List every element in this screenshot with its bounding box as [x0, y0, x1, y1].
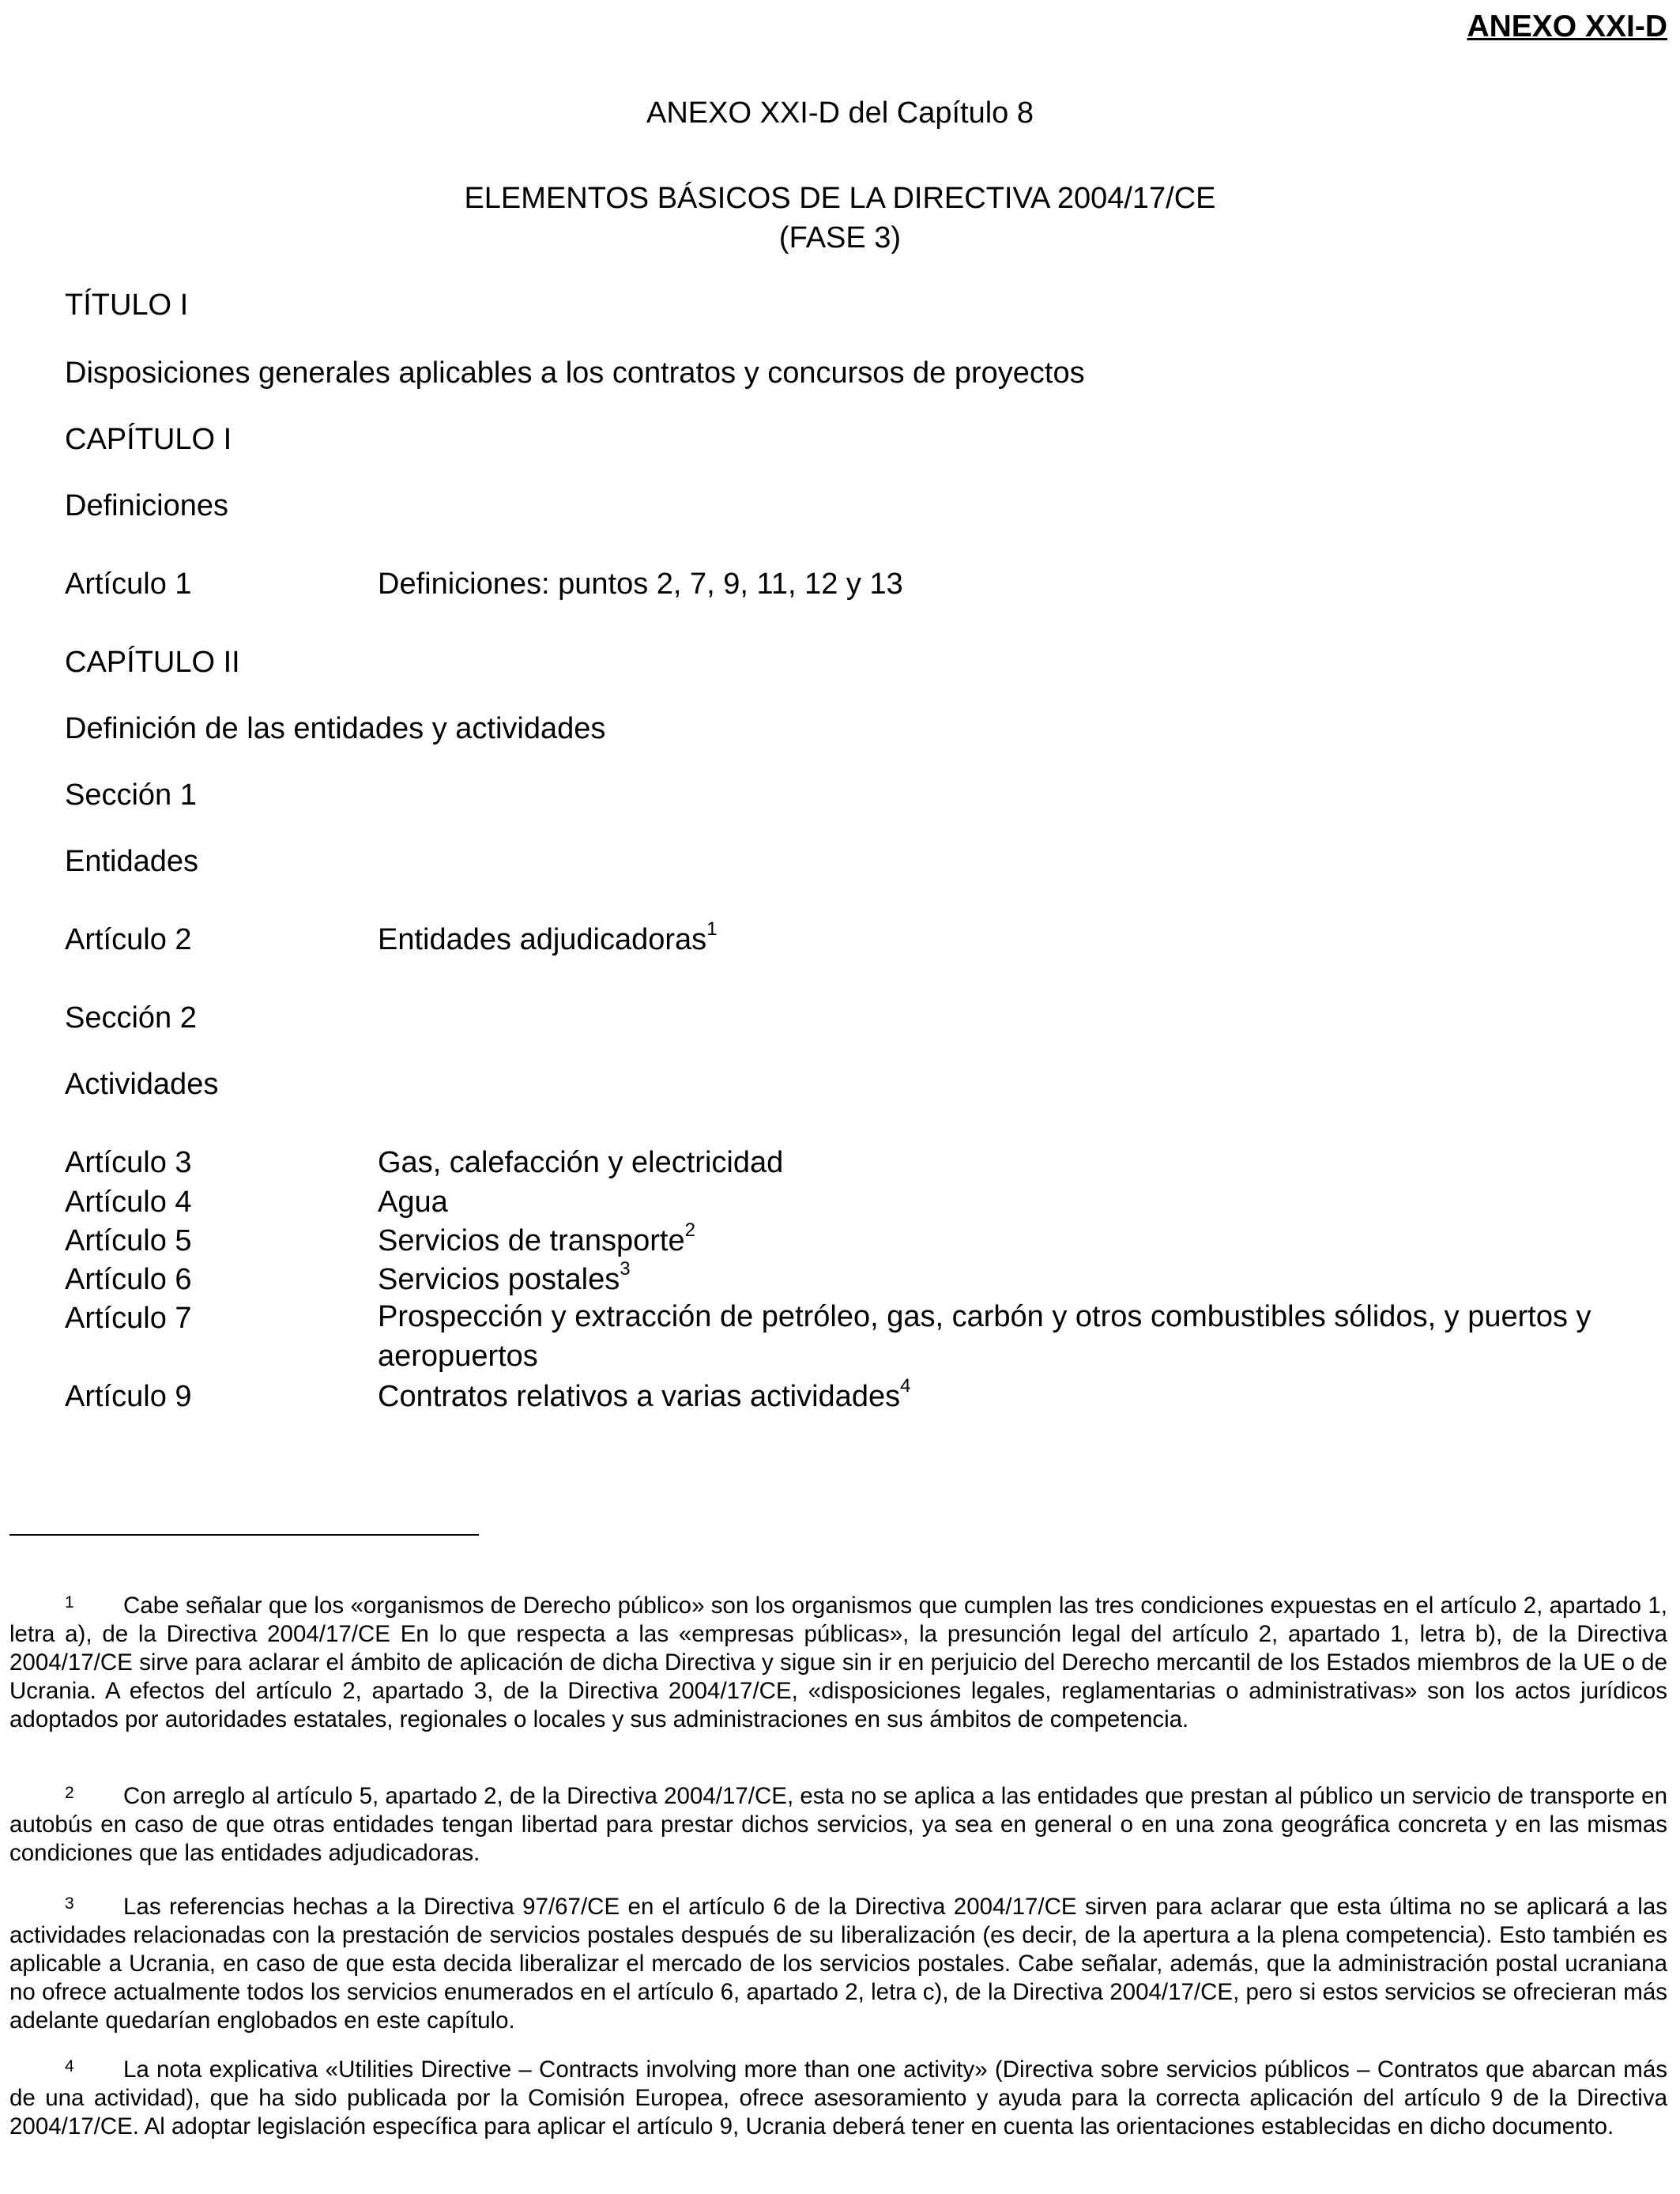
article-9-text: [378, 1375, 911, 1414]
footnote-ref-4: 4: [900, 1375, 911, 1397]
footnote-2: [9, 1782, 1667, 1868]
capitulo-1-label: CAPÍTULO I: [65, 423, 232, 456]
annex-tag: ANEXO XXI-D: [1467, 9, 1667, 43]
article-3-text: Gas, calefacción y electricidad: [378, 1146, 784, 1179]
article-5-title: Servicios de transporte: [378, 1224, 685, 1257]
article-7-text: Prospección y extracción de petróleo, gas, carbón y otros combustibles sólidos, y puertos y aeropuertos: [378, 1300, 1591, 1373]
footnote-ref-1: 1: [706, 918, 718, 940]
footnote-3-text: Las referencias hechas a la Directiva 97/67/CE en el artículo 6 de la Directiva 2004/17/CE sirven para aclarar que esta última no se aplicará a las actividades relacionadas con la prestación de servicios postales después de su liberalización (es decir, de la apertura a la plena competencia). Esto también es aplicable a Ucrania, en caso de que esta decida liberalizar el mercado de los servicios postales. Cabe señalar, además, que la administración postal ucraniana no ofrece actualmente todos los servicios enumerados en el artículo 6, apartado 2, letra c), de la Directiva 2004/17/CE, pero si estos servicios se ofrecieran más adelante quedarían englobados en este capítulo.: [9, 1894, 1667, 2034]
article-9-label: Artículo 9: [65, 1380, 192, 1413]
seccion-1-heading: Entidades: [65, 845, 199, 878]
article-7-label: Artículo 7: [65, 1302, 192, 1335]
article-5-label: Artículo 5: [65, 1224, 192, 1257]
footnote-1: [9, 1592, 1667, 1734]
footnote-ref-2: 2: [684, 1220, 695, 1241]
document-phase: (FASE 3): [778, 221, 902, 254]
capitulo-2-label: CAPÍTULO II: [65, 646, 240, 679]
article-3-label: Artículo 3: [65, 1146, 192, 1179]
footnote-ref-3: 3: [620, 1258, 631, 1280]
document-heading: ELEMENTOS BÁSICOS DE LA DIRECTIVA 2004/17/CE: [464, 182, 1216, 215]
article-5-text: [378, 1220, 695, 1258]
seccion-2-heading: Actividades: [65, 1068, 219, 1101]
page-title: ANEXO XXI-D del Capítulo 8: [646, 96, 1034, 130]
footnote-1-text: Cabe señalar que los «organismos de Derecho público» son los organismos que cumplen las tres condiciones expuestas en el artículo 2, apartado 1, letra a), de la Directiva 2004/17/CE En lo que respecta a las «empresas públicas», la presunción legal del artículo 2, apartado 1, letra b), de la Directiva 2004/17/CE sirve para aclarar el ámbito de aplicación de dicha Directiva y sigue sin ir en perjuicio del Derecho mercantil de los Estados miembros de la UE o de Ucrania. A efectos del artículo 2, apartado 3, de la Directiva 2004/17/CE, «disposiciones legales, reglamentarias o administrativas» son los actos jurídicos adoptados por autoridades estatales, regionales o locales y sus administraciones en sus ámbitos de competencia.: [9, 1593, 1667, 1732]
capitulo-2-heading: Definición de las entidades y actividades: [65, 712, 606, 745]
article-6-label: Artículo 6: [65, 1263, 192, 1296]
seccion-1-label: Sección 1: [65, 778, 197, 812]
footnote-3-number: 3: [65, 1894, 74, 1913]
article-2-title: Entidades adjudicadoras: [378, 923, 707, 956]
article-2-label: Artículo 2: [65, 923, 192, 956]
article-6-title: Servicios postales: [378, 1263, 620, 1296]
article-4-label: Artículo 4: [65, 1186, 192, 1219]
footnote-2-text: Con arreglo al artículo 5, apartado 2, de la Directiva 2004/17/CE, esta no se aplica a las entidades que prestan al público un servicio de transporte en autobús en caso de que otras entidades tengan libertad para prestar dichos servicios, ya sea en general o en una zona geográfica concreta y en las mismas condiciones que las entidades adjudicadoras.: [9, 1783, 1667, 1866]
capitulo-1-heading: Definiciones: [65, 489, 228, 522]
article-1-text: Definiciones: puntos 2, 7, 9, 11, 12 y 13: [378, 567, 903, 601]
footnote-1-number: 1: [65, 1593, 74, 1612]
seccion-2-label: Sección 2: [65, 1001, 197, 1035]
footnote-4: [9, 2056, 1667, 2141]
article-2-text: [378, 918, 718, 957]
footnote-4-number: 4: [65, 2057, 74, 2075]
footnote-divider: [9, 1534, 479, 1536]
article-9-title: Contratos relativos a varias actividades: [378, 1380, 901, 1413]
footnote-2-number: 2: [65, 1784, 74, 1802]
article-1-label: Artículo 1: [65, 567, 192, 601]
titulo-label: TÍTULO I: [65, 288, 189, 322]
footnote-3: [9, 1893, 1667, 2035]
footnote-4-text: La nota explicativa «Utilities Directive – Contracts involving more than one activity» (Directiva sobre servicios públicos – Contratos que abarcan más de una actividad), que ha sido publicada por la Comisión Europea, ofrece asesoramiento y ayuda para la correcta aplicación del artículo 9 de la Directiva 2004/17/CE. Al adoptar legislación específica para aplicar el artículo 9, Ucrania deberá tener en cuenta las orientaciones establecidas en dicho documento.: [9, 2056, 1667, 2139]
titulo-heading: Disposiciones generales aplicables a los contratos y concursos de proyectos: [65, 356, 1085, 390]
article-6-text: [378, 1258, 631, 1297]
article-4-text: Agua: [378, 1186, 448, 1219]
